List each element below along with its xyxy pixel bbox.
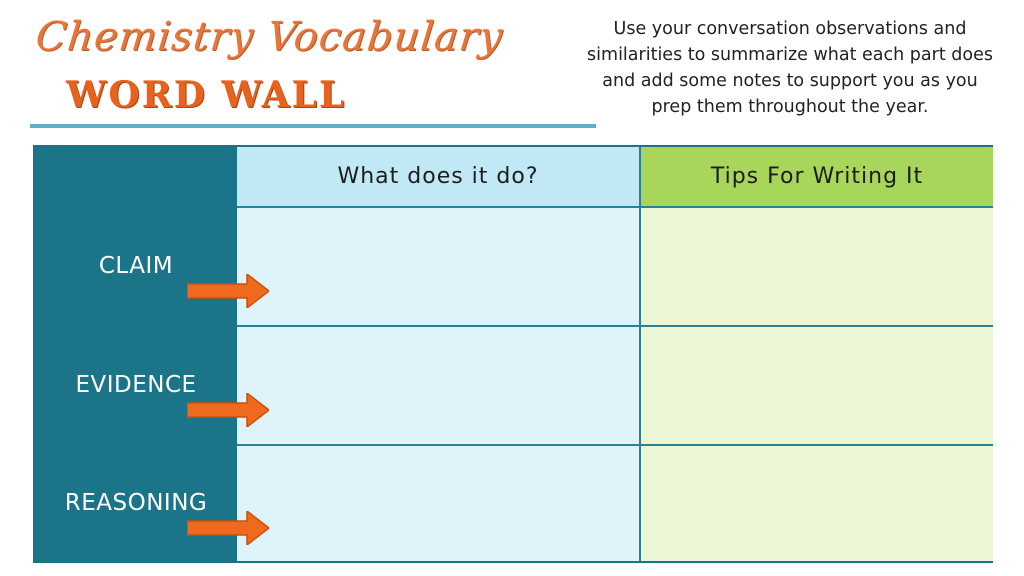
cell-claim-what[interactable] (237, 208, 641, 327)
title-divider (30, 124, 596, 128)
arrow-right-icon (187, 511, 269, 545)
page-title: WORD WALL (66, 74, 347, 116)
word-wall-table (33, 145, 993, 563)
row-label-reasoning: REASONING (64, 490, 208, 516)
arrow-right-icon (187, 274, 269, 308)
cell-evidence-tips[interactable] (641, 327, 993, 446)
title-script: Chemistry Vocabulary (33, 14, 506, 60)
instructions-text: Use your conversation observations and similarities to summarize what each part does and add some notes to support you as you prep them throughout the year. (587, 19, 993, 117)
cell-reasoning-what[interactable] (237, 446, 641, 561)
column-header-what: What does it do? (237, 147, 641, 208)
cell-claim-tips[interactable] (641, 208, 993, 327)
arrow-right-icon (187, 393, 269, 427)
row-label-claim: CLAIM (98, 253, 174, 279)
row-label-evidence: EVIDENCE (75, 372, 197, 398)
column-header-tips: Tips For Writing It (641, 147, 993, 208)
cell-evidence-what[interactable] (237, 327, 641, 446)
cell-reasoning-tips[interactable] (641, 446, 993, 561)
